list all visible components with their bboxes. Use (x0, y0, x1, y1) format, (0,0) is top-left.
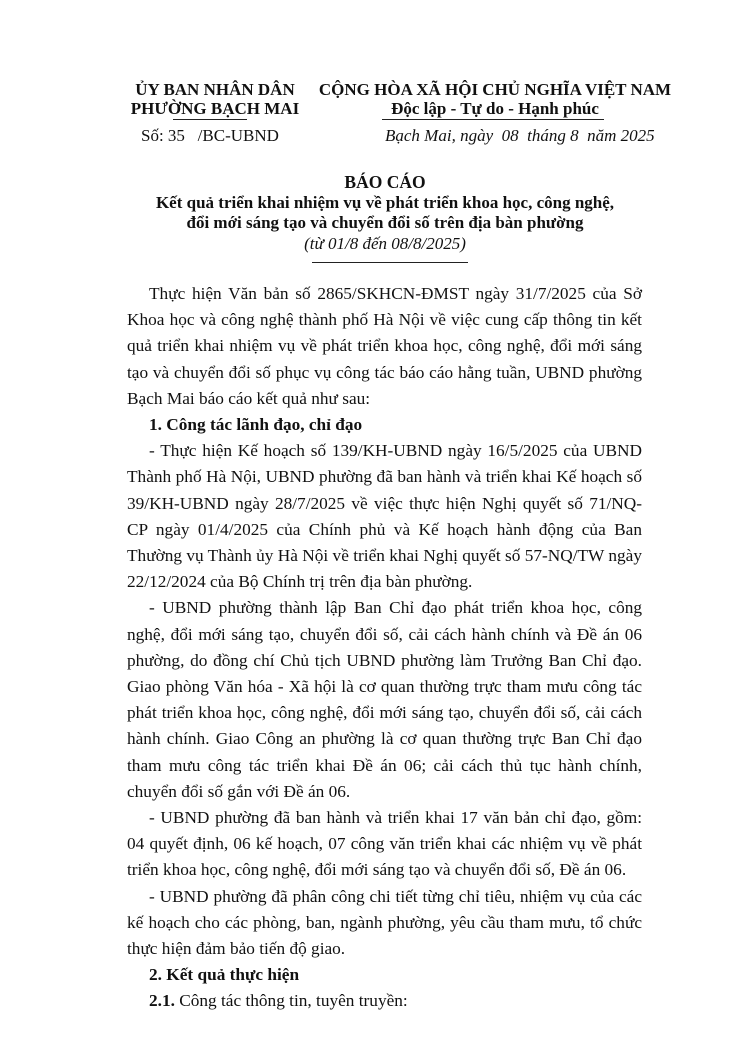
report-body (127, 281, 642, 1015)
report-period: (từ 01/8 đến 08/8/2025) (304, 234, 466, 253)
motto-underline (382, 119, 604, 120)
section-2-1-number: 2.1. (149, 991, 175, 1011)
document-number: Số: 35 /BC-UBND (141, 126, 279, 145)
agency-name-line1: ỦY BAN NHÂN DÂN (135, 80, 295, 99)
agency-underline (173, 119, 247, 120)
report-title-line2: đổi mới sáng tạo và chuyển đổi số trên địa bàn phường (186, 213, 584, 232)
report-title-line1: Kết quả triển khai nhiệm vụ về phát triển khoa học, công nghệ, (155, 193, 615, 212)
place-date: Bạch Mai, ngày 08 tháng 8 năm 2025 (385, 126, 655, 145)
agency-name-line2: PHƯỜNG BẠCH MAI (130, 99, 300, 118)
section-1-paragraph-2: - UBND phường thành lập Ban Chỉ đạo phát triển khoa học, công nghệ, đổi mới sáng tạo, chuyển đổi số, cải cách hành chính và Đề án 06 phường, do đồng chí Chủ tịch UBND phường làm Trưởng Ban Chỉ đạo. Giao phòng Văn hóa - Xã hội là cơ quan thường trực tham mưu công tác phát triển khoa học, công nghệ, đổi mới sáng tạo, chuyển đổi số, cải cách hành chính. Giao Công an phường là cơ quan thường trực Ban Chỉ đạo tham mưu công tác triển khai Đề án 06; cải cách thủ tục hành chính, chuyển đổi số gắn với Đề án 06. (127, 598, 642, 801)
section-2-1-text: Công tác thông tin, tuyên truyền: (174, 991, 408, 1011)
section-1-paragraph-1: - Thực hiện Kế hoạch số 139/KH-UBND ngày 16/5/2025 của UBND Thành phố Hà Nội, UBND phường đã ban hành và triển khai Kế hoạch số 39/KH-UBND ngày 28/7/2025 về việc thực hiện Nghị quyết số 71/NQ-CP ngày 01/4/2025 của Chính phủ và Kế hoạch hành động của Ban Thường vụ Thành ủy Hà Nội về triển khai Nghị quyết số 57-NQ/TW ngày 22/12/2024 của Bộ Chính trị trên địa bàn phường. (127, 441, 642, 592)
report-heading: BÁO CÁO (344, 172, 426, 192)
nation-title: CỘNG HÒA XÃ HỘI CHỦ NGHĨA VIỆT NAM (318, 80, 672, 99)
section-2-1-heading (127, 988, 642, 1014)
section-1-paragraph-3: - UBND phường đã ban hành và triển khai 17 văn bản chỉ đạo, gồm: 04 quyết định, 06 kế hoạch, 07 công văn triển khai các nhiệm vụ về phát triển khoa học, công nghệ, đổi mới sáng tạo và chuyển đổi số, Đề án 06. (127, 808, 642, 880)
section-1-heading: 1. Công tác lãnh đạo, chỉ đạo (149, 415, 363, 435)
nation-motto: Độc lập - Tự do - Hạnh phúc (391, 99, 599, 118)
section-1-paragraph-4: - UBND phường đã phân công chi tiết từng chỉ tiêu, nhiệm vụ của các kế hoạch cho các phòng, ban, ngành phường, yêu cầu tham mưu, tổ chức thực hiện đảm bảo tiến độ giao. (127, 886, 642, 959)
section-2-heading: 2. Kết quả thực hiện (149, 965, 300, 985)
intro-paragraph: Thực hiện Văn bản số 2865/SKHCN-ĐMST ngày 31/7/2025 của Sở Khoa học và công nghệ thành phố Hà Nội về việc cung cấp thông tin kết quả triển khai nhiệm vụ về phát triển khoa học, công nghệ, đổi mới sáng tạo và chuyển đổi số phục vụ công tác báo cáo hằng tuần, UBND phường Bạch Mai báo cáo kết quả như sau: (127, 284, 642, 408)
title-underline (312, 262, 468, 263)
